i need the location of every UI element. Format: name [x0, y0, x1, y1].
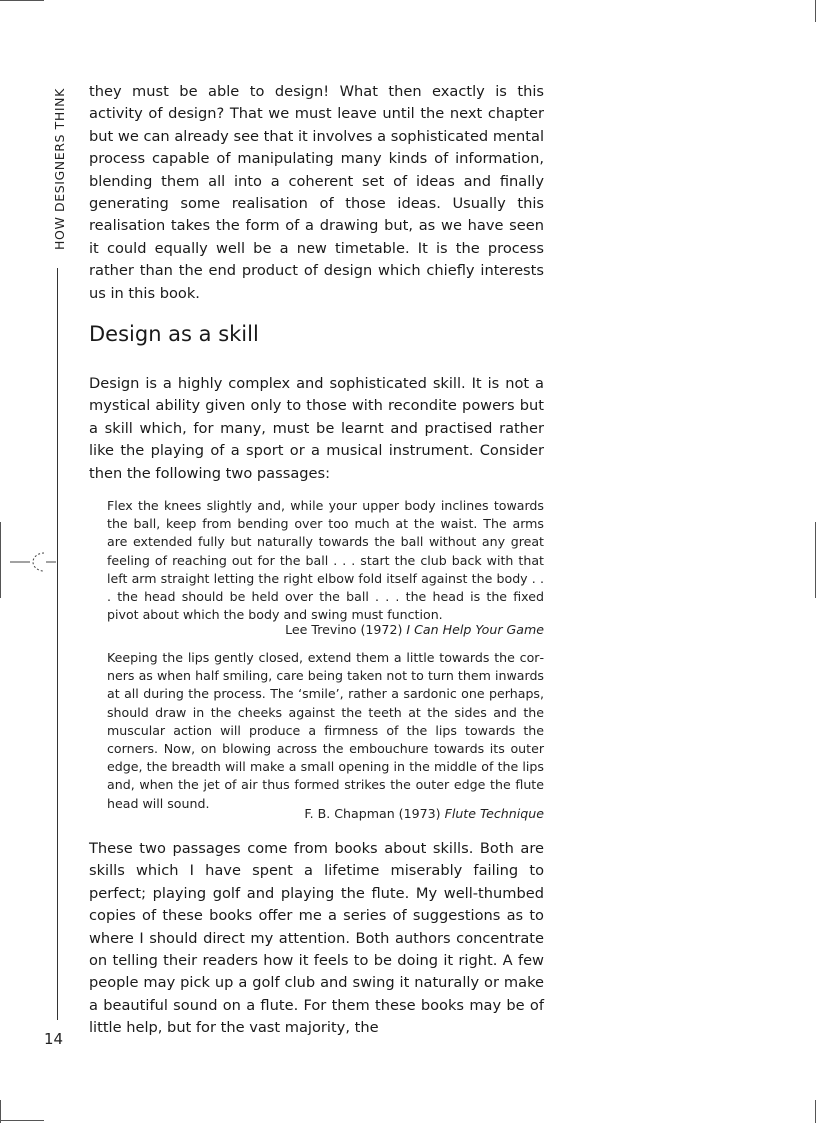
quote-golf-author: Lee Trevino (1972)	[285, 622, 403, 637]
quote-flute: Keeping the lips gently closed, extend them a little towards the corners as when half smiling, care being taken not to turn them inwards at all during the process. The ‘smile’, rather a sardonic one perhaps, should draw in the cheeks against the teeth at the sides and the muscular action will produce a firmness of the lips towards the corners. Now, on blowing across the embouchure towards its outer edge, the breadth will make a small opening in the middle of the lips and, when the jet of air thus formed strikes the outer edge the flute head will sound.	[107, 650, 544, 811]
paragraph-1: they must be able to design! What then exactly is this activity of design? That we must leave until the next chapter but we can already see that it involves a sophisticated mental process capable of manipulating many kinds of information, blending them all into a coherent set of ideas and finally generating some realisation of those ideas. Usually this realisation takes the form of a drawing but, as we have seen it could equally well be a new timetable. It is the process rather than the end product of design which chiefly interests us in this book.	[89, 83, 544, 302]
side-mark-left	[0, 522, 1, 598]
section-heading: Design as a skill	[89, 322, 259, 346]
quote-flute-author: F. B. Chapman (1973)	[304, 806, 441, 821]
crop-mark-top-left	[0, 0, 44, 1]
crop-mark-bottom-left-vertical	[0, 1100, 1, 1123]
margin-rule	[57, 268, 58, 1020]
registration-mark-icon	[10, 548, 56, 576]
quote-golf: Flex the knees slightly and, while your upper body inclines towards the ball, keep from bending over too much at the waist. The arms are extended fully but naturally towards the ball without any great feeling of reaching out for the ball . . . start the club back with that left arm straight letting the right elbow fold itself against the body . . . the head should be held over the ball . . . the head is the fixed pivot about which the body and swing must function.	[107, 498, 544, 623]
paragraph-3: These two passages come from books about skills. Both are skills which I have spent a lifetime miserably failing to perfect; playing golf and playing the flute. My well-thumbed copies of these books offer me a series of suggestions as to where I should direct my attention. Both authors concentrate on telling their readers how it feels to be doing it right. A few people may pick up a golf club and swing it naturally or make a beautiful sound on a flute. For them these books may be of little help, but for the vast majority, the	[89, 840, 544, 1037]
quote-golf-book-title: I Can Help Your Game	[406, 622, 544, 637]
quote-golf-attribution	[285, 621, 544, 639]
quote-flute-attribution	[304, 805, 544, 823]
page-number: 14	[44, 1030, 64, 1048]
running-head: HOW DESIGNERS THINK	[52, 88, 67, 250]
quote-flute-book-title: Flute Technique	[444, 806, 544, 821]
paragraph-2: Design is a highly complex and sophisticated skill. It is not a mystical ability given only to those with recondite powers but a skill which, for many, must be learnt and practised rather like the playing of a sport or a musical instrument. Consider then the following two passages:	[89, 375, 544, 482]
crop-mark-bottom-left	[0, 1120, 44, 1121]
